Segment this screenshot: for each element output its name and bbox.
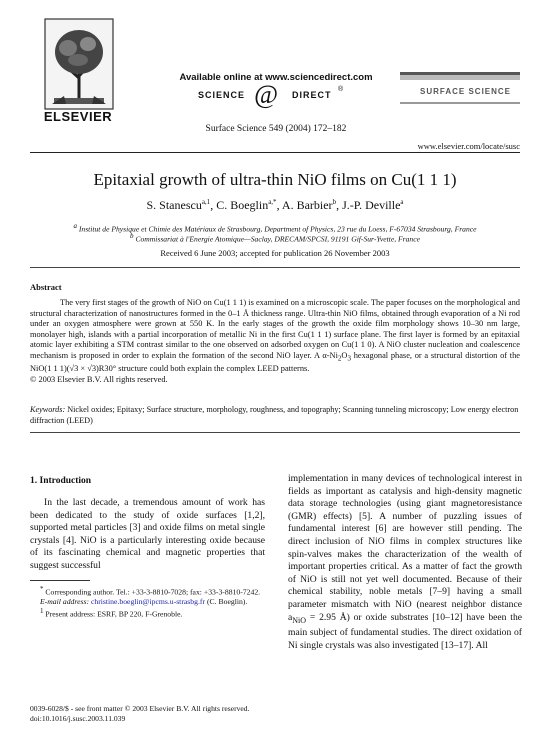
doi-line: doi:10.1016/j.susc.2003.11.039 bbox=[30, 713, 126, 723]
journal-cover-title: SURFACE SCIENCE bbox=[420, 87, 512, 96]
author-name: A. Barbier bbox=[281, 198, 333, 212]
footnote-text: Present address: ESRF, BP 220, F-Grenoble. bbox=[43, 609, 183, 619]
sciencedirect-logo bbox=[198, 80, 344, 110]
journal-url-link[interactable]: www.elsevier.com/locate/susc bbox=[417, 141, 520, 151]
intro-text: = 2.95 Å) or oxide substrates [10–12] have been the main subject of fundamental studies. The direct oxidation of Ni single crystals was also investigated [13–17]. All bbox=[288, 611, 522, 651]
footnote-divider bbox=[30, 580, 90, 581]
section-heading: 1. Introduction bbox=[30, 476, 92, 486]
issn-line: 0039-6028/$ - see front matter © 2003 Elsevier B.V. All rights reserved. bbox=[30, 704, 250, 713]
email-note bbox=[30, 597, 265, 607]
abstract-divider bbox=[30, 267, 520, 268]
email-label: E-mail address: bbox=[40, 597, 90, 607]
article-title: Epitaxial growth of ultra-thin NiO films on Cu(1 1 1) bbox=[93, 170, 457, 189]
footnotes bbox=[30, 585, 265, 619]
abstract-text: O bbox=[341, 350, 348, 360]
journal-reference: Surface Science 549 (2004) 172–182 bbox=[205, 124, 347, 134]
abstract-copyright: © 2003 Elsevier B.V. All rights reserved. bbox=[30, 374, 168, 384]
intro-text: implementation in many devices of technological interest in fields as important as catalysis and high-density magnetic data storage technologies (using giant magnetoresistance (GMR) effects) [5]. A number of puzzling issues of fundamental interest [6] are however still pending. The direct inclusion of NiO films in complex structures like spin-valves makes the characterization of the wealth of important properties critical. As a matter of fact the growth of NiO is still not yet well documented. Because of their chemical stability, noble metals [7–9] having a small parameter mismatch with NiO (nearest neighbor distance a bbox=[288, 473, 522, 623]
elsevier-tree-logo-icon bbox=[44, 18, 114, 110]
author-affil-mark: b bbox=[332, 198, 337, 206]
sciencedirect-at-icon: @ bbox=[254, 80, 278, 109]
cover-stripe bbox=[400, 102, 520, 104]
sciencedirect-left-word: SCIENCE bbox=[198, 90, 246, 100]
subscript: 2 bbox=[337, 354, 342, 363]
abstract-text: The very first stages of the growth of NiO on Cu(1 1 1) is examined on a microscopic scale. The paper focuses on the morphological and structural characterization of nanostructures formed in the 0–1 Å thickness range. Ultra-thin NiO films, obtained through evaporation of a Ni rod under an oxygen atmosphere were grown at 550 K. In the early stages of the growth the oxide film morphology shows 10–30 nm large, monolayer high, islands with a partial incorporation of metallic Ni in the first Cu(1 1 1) surface plane. The first layer is formed by an epitaxial atomic layer exhibiting a STM contrast similar to the one observed on adsorbed oxygen on Cu(1 1 0). A NiO cluster nucleation and coalescence mechanism is proposed in order to explain the formation of the second NiO layer. A α-Ni bbox=[30, 298, 520, 360]
keywords-divider bbox=[30, 432, 520, 433]
footnote-mark: 1 bbox=[40, 606, 44, 615]
author-separator: , bbox=[336, 198, 343, 212]
issn-footer bbox=[30, 704, 330, 723]
publisher-name: ELSEVIER bbox=[43, 109, 113, 124]
keywords bbox=[30, 405, 520, 426]
affiliation-text: Institut de Physique et Chimie des Matériaux de Strasbourg, Department of Physics, 23 rue du Loess, F-67034 Strasbourg, France bbox=[78, 224, 477, 234]
author-name: S. Stanescu bbox=[146, 198, 202, 212]
intro-right-column bbox=[288, 473, 522, 652]
author-name: C. Boeglin bbox=[216, 198, 269, 212]
journal-cover-banner bbox=[400, 72, 520, 117]
author-separator: , bbox=[276, 198, 282, 212]
abstract-text: hexagonal phase, or a structural distortion of the NiO(1 1 1)(√3 × √3)R30° structure could both explain the complex LEED patterns. bbox=[30, 350, 521, 374]
affiliation-label: a bbox=[73, 222, 77, 230]
present-address-note bbox=[30, 607, 265, 619]
author-affil-mark: a bbox=[400, 198, 404, 206]
abstract-heading: Abstract bbox=[30, 282, 62, 292]
email-link[interactable]: christine.boeglin@ipcms.u-strasbg.fr bbox=[90, 597, 206, 607]
sciencedirect-right-word: DIRECT bbox=[292, 90, 332, 100]
author-affil-mark: a,1 bbox=[201, 198, 211, 206]
author-separator: , bbox=[210, 198, 217, 212]
header-divider bbox=[30, 152, 520, 153]
corresponding-author-note bbox=[30, 585, 265, 597]
affiliation-label: b bbox=[130, 232, 134, 240]
abstract-body bbox=[30, 298, 520, 385]
subscript: NiO bbox=[292, 615, 307, 625]
keywords-label: Keywords: bbox=[30, 405, 66, 414]
available-online-link[interactable]: Available online at www.sciencedirect.com bbox=[179, 72, 373, 83]
author-list bbox=[30, 198, 520, 213]
registered-mark: ® bbox=[338, 86, 344, 93]
author-name: J.-P. Deville bbox=[342, 198, 401, 212]
affiliation-text: Commissariat à l'Energie Atomique—Saclay, DRECAM/SPCSI, 91191 Gif-Sur-Yvette, France bbox=[135, 234, 420, 244]
cover-stripe bbox=[400, 75, 520, 80]
author-affil-mark: a,* bbox=[268, 198, 277, 206]
keywords-text: Nickel oxides; Epitaxy; Surface structure, morphology, roughness, and topography; Scanning tunneling microscopy; Low energy electron diffraction (LEED) bbox=[30, 405, 519, 425]
received-dates: Received 6 June 2003; accepted for publication 26 November 2003 bbox=[160, 248, 390, 258]
subscript: 3 bbox=[347, 354, 351, 363]
footnote-text: (C. Boeglin). bbox=[205, 597, 248, 607]
intro-left-column: In the last decade, a tremendous amount of work has been dedicated to the study of oxide surfaces [1,2], supported metal particles [3] and oxide films on metal single crystals [4]. NiO is a particularly interesting oxide because of its fascinating chemical and magnetic properties that suggest successful bbox=[30, 497, 265, 571]
footnote-text: Corresponding author. Tel.: +33-3-8810-7028; fax: +33-3-8810-7242. bbox=[43, 587, 261, 597]
footnote-mark: * bbox=[40, 585, 44, 593]
affiliation bbox=[30, 232, 520, 244]
